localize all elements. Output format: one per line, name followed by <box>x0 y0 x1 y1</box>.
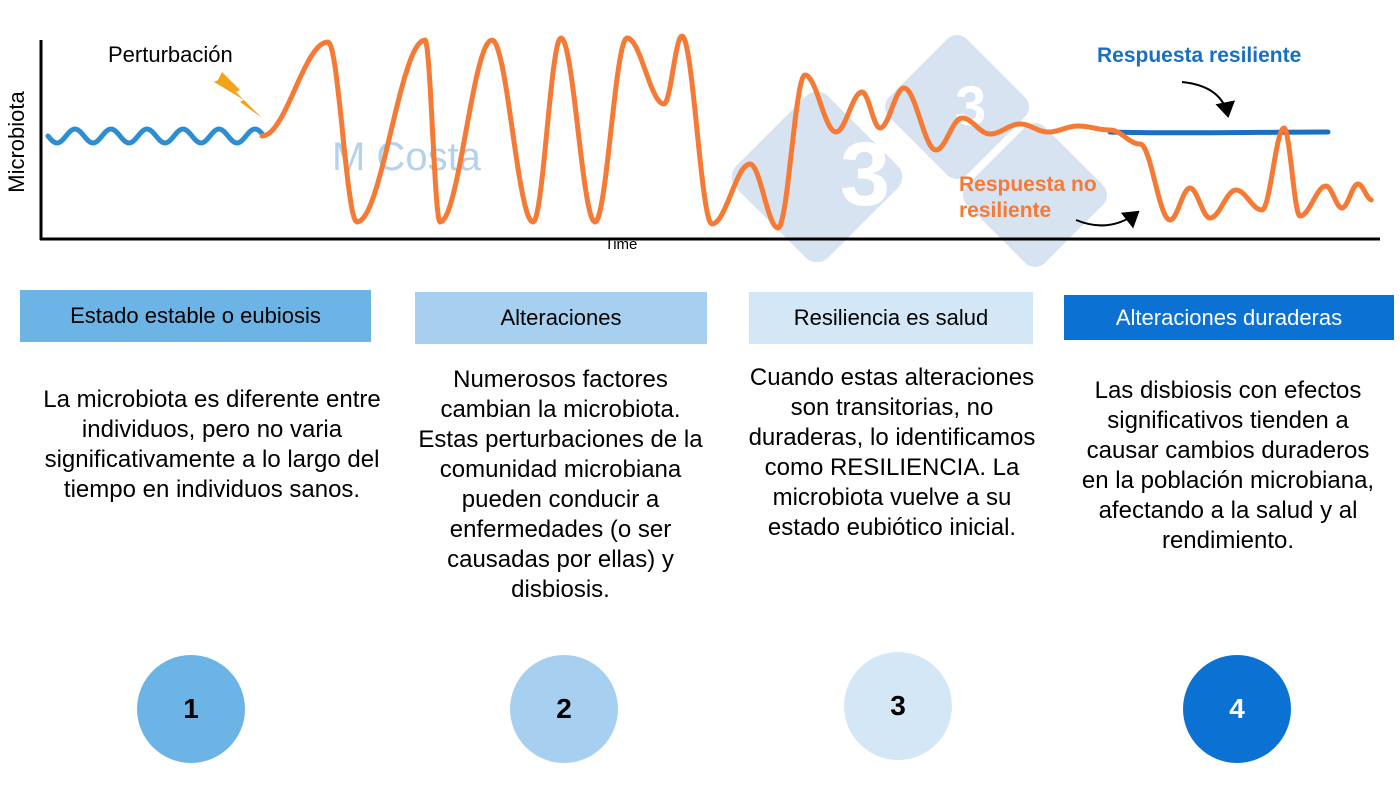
stage-1-header <box>20 290 371 342</box>
stage-4-number: 4 <box>1229 693 1245 724</box>
perturbation-label: Perturbación <box>108 42 233 67</box>
stage-4-number-badge <box>1183 655 1291 763</box>
stage-4-header <box>1064 295 1394 340</box>
stage-1-description: La microbiota es diferente entre individuos, pero no varia significativamente a lo largo del tiempo en individuos sanos. <box>43 386 381 503</box>
non-resilient-response-label: Respuesta no resiliente <box>959 173 1097 222</box>
stage-2-description: Numerosos factores cambian la microbiota. Estas perturbaciones de la comunidad microbiana pueden conducir a enfermedades (o ser causadas por ellas) y disbiosis. <box>418 366 703 603</box>
y-axis-label: Microbiota <box>4 91 29 193</box>
stable-curve <box>48 129 262 143</box>
stage-3-number-badge <box>844 652 952 760</box>
microbiota-time-chart <box>0 0 1400 270</box>
svg-text:3: 3 <box>840 125 891 225</box>
stage-2-number-badge <box>510 655 618 763</box>
stage-2-number: 2 <box>556 693 572 724</box>
stage-3-header <box>749 292 1033 344</box>
svg-text:3: 3 <box>955 74 987 137</box>
stage-1-header-label: Estado estable o eubiosis <box>70 303 321 328</box>
resilient-response-label: Respuesta resiliente <box>1097 44 1302 67</box>
watermark-logo <box>725 29 1113 270</box>
stage-2-header <box>415 292 707 344</box>
lightning-bolt-icon <box>214 72 262 118</box>
stage-1-number-badge <box>137 655 245 763</box>
stage-3-number: 3 <box>890 690 906 721</box>
watermark-text: M Costa <box>332 135 481 179</box>
stage-3-description: Cuando estas alteraciones son transitorias, no duraderas, lo identificamos como RESILIENCIA. La microbiota vuelve a su estado eubiótico inicial. <box>748 364 1036 541</box>
stage-3-header-label: Resiliencia es salud <box>793 305 989 330</box>
x-axis-label: Time <box>604 236 638 253</box>
resilient-arrow-icon <box>1182 82 1228 116</box>
stage-4-description: Las disbiosis con efectos significativos tienden a causar cambios duraderos en la población microbiana, afectando a la salud y al rendimiento. <box>1081 377 1375 554</box>
resilient-curve <box>1110 132 1328 133</box>
stage-1-number: 1 <box>183 693 199 724</box>
stage-2-header-label: Alteraciones <box>500 305 622 330</box>
stage-4-header-label: Alteraciones duraderas <box>1115 304 1343 330</box>
